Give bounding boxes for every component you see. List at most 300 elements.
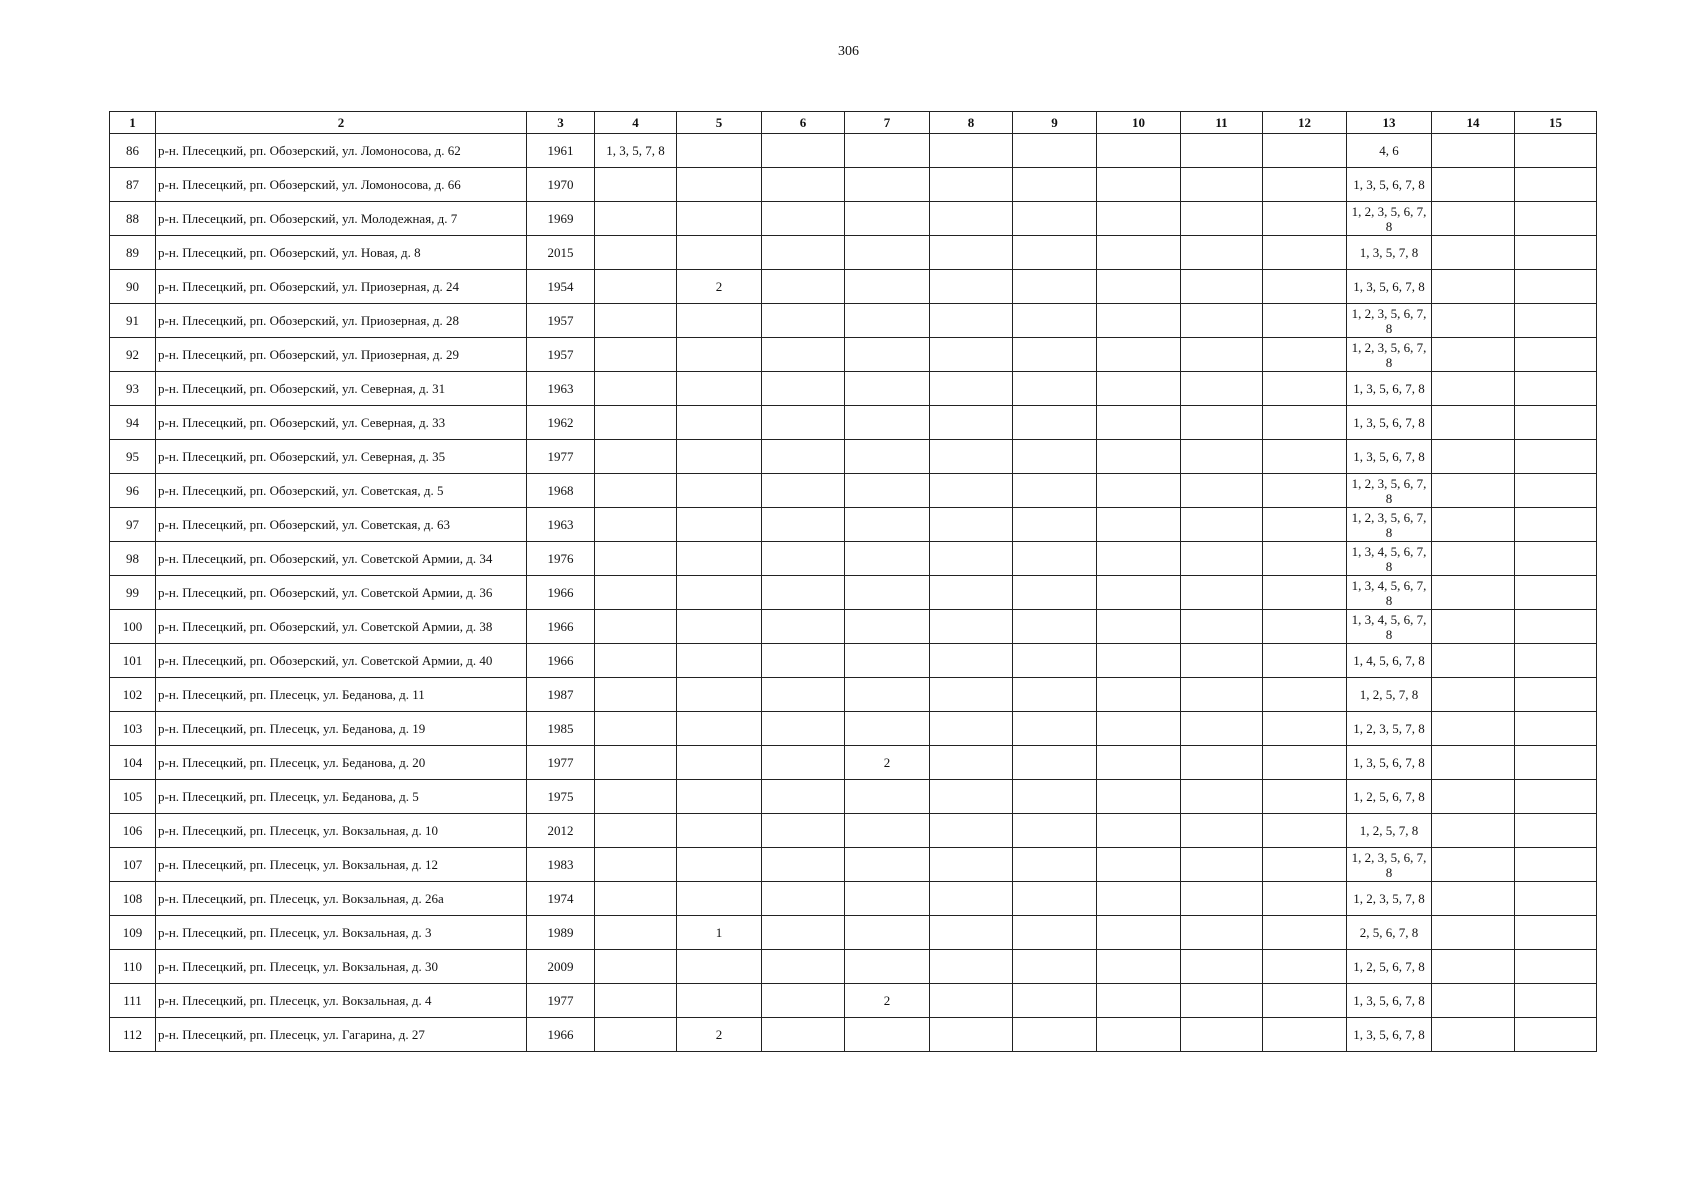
- col-14-cell: [1432, 236, 1515, 270]
- year-cell: 1974: [527, 882, 595, 916]
- col-8-cell: [930, 508, 1013, 542]
- col-7-cell: [845, 508, 930, 542]
- address-cell: р-н. Плесецкий, рп. Обозерский, ул. Советской Армии, д. 38: [156, 610, 527, 644]
- col-12-cell: [1263, 236, 1347, 270]
- column-header-3: 3: [527, 112, 595, 134]
- col-10-cell: [1097, 712, 1181, 746]
- col-14-cell: [1432, 984, 1515, 1018]
- col-12-cell: [1263, 474, 1347, 508]
- col-5-cell: [677, 848, 762, 882]
- column-header-12: 12: [1263, 112, 1347, 134]
- col-7-cell: [845, 916, 930, 950]
- col-5-cell: [677, 984, 762, 1018]
- address-cell: р-н. Плесецкий, рп. Обозерский, ул. Приозерная, д. 24: [156, 270, 527, 304]
- col-13-cell: 1, 3, 5, 6, 7, 8: [1347, 1018, 1432, 1052]
- col-5-cell: [677, 236, 762, 270]
- col-5-cell: [677, 406, 762, 440]
- col-8-cell: [930, 304, 1013, 338]
- col-7-cell: [845, 236, 930, 270]
- col-15-cell: [1515, 270, 1597, 304]
- col-14-cell: [1432, 406, 1515, 440]
- year-cell: 1966: [527, 1018, 595, 1052]
- year-cell: 1975: [527, 780, 595, 814]
- address-cell: р-н. Плесецкий, рп. Обозерский, ул. Северная, д. 33: [156, 406, 527, 440]
- year-cell: 1968: [527, 474, 595, 508]
- col-13-cell: 1, 3, 5, 6, 7, 8: [1347, 984, 1432, 1018]
- col-5-cell: 2: [677, 1018, 762, 1052]
- col-6-cell: [762, 304, 845, 338]
- col-13-cell: 1, 3, 5, 6, 7, 8: [1347, 440, 1432, 474]
- year-cell: 1969: [527, 202, 595, 236]
- col-12-cell: [1263, 168, 1347, 202]
- col-7-cell: [845, 712, 930, 746]
- col-4-cell: [595, 542, 677, 576]
- col-6-cell: [762, 780, 845, 814]
- table-row: [110, 474, 1597, 508]
- col-12-cell: [1263, 712, 1347, 746]
- table-row: [110, 372, 1597, 406]
- year-cell: 1962: [527, 406, 595, 440]
- address-cell: р-н. Плесецкий, рп. Обозерский, ул. Советской Армии, д. 40: [156, 644, 527, 678]
- col-5-cell: [677, 304, 762, 338]
- col-14-cell: [1432, 542, 1515, 576]
- col-10-cell: [1097, 780, 1181, 814]
- address-cell: р-н. Плесецкий, рп. Обозерский, ул. Советской Армии, д. 34: [156, 542, 527, 576]
- col-10-cell: [1097, 916, 1181, 950]
- col-8-cell: [930, 984, 1013, 1018]
- col-14-cell: [1432, 134, 1515, 168]
- col-14-cell: [1432, 848, 1515, 882]
- col-5-cell: [677, 542, 762, 576]
- col-6-cell: [762, 406, 845, 440]
- col-15-cell: [1515, 168, 1597, 202]
- col-10-cell: [1097, 508, 1181, 542]
- col-9-cell: [1013, 814, 1097, 848]
- col-10-cell: [1097, 542, 1181, 576]
- col-13-cell: 1, 2, 3, 5, 7, 8: [1347, 712, 1432, 746]
- data-table: [109, 111, 1597, 1052]
- column-header-7: 7: [845, 112, 930, 134]
- column-header-1: 1: [110, 112, 156, 134]
- row-number-cell: 107: [110, 848, 156, 882]
- col-14-cell: [1432, 1018, 1515, 1052]
- col-12-cell: [1263, 848, 1347, 882]
- col-9-cell: [1013, 712, 1097, 746]
- col-7-cell: [845, 406, 930, 440]
- column-header-8: 8: [930, 112, 1013, 134]
- col-8-cell: [930, 542, 1013, 576]
- year-cell: 1966: [527, 644, 595, 678]
- col-11-cell: [1181, 440, 1263, 474]
- col-6-cell: [762, 372, 845, 406]
- row-number-cell: 110: [110, 950, 156, 984]
- address-cell: р-н. Плесецкий, рп. Плесецк, ул. Вокзальная, д. 4: [156, 984, 527, 1018]
- col-14-cell: [1432, 508, 1515, 542]
- col-5-cell: [677, 508, 762, 542]
- col-4-cell: [595, 712, 677, 746]
- col-4-cell: [595, 678, 677, 712]
- column-header-11: 11: [1181, 112, 1263, 134]
- col-14-cell: [1432, 780, 1515, 814]
- col-7-cell: [845, 202, 930, 236]
- col-10-cell: [1097, 1018, 1181, 1052]
- table-row: [110, 678, 1597, 712]
- col-8-cell: [930, 678, 1013, 712]
- row-number-cell: 97: [110, 508, 156, 542]
- col-6-cell: [762, 712, 845, 746]
- col-10-cell: [1097, 168, 1181, 202]
- col-8-cell: [930, 576, 1013, 610]
- column-header-9: 9: [1013, 112, 1097, 134]
- col-13-cell: 1, 2, 3, 5, 7, 8: [1347, 882, 1432, 916]
- col-8-cell: [930, 168, 1013, 202]
- col-6-cell: [762, 644, 845, 678]
- col-7-cell: [845, 576, 930, 610]
- table-row: [110, 440, 1597, 474]
- col-10-cell: [1097, 474, 1181, 508]
- col-5-cell: [677, 950, 762, 984]
- col-13-cell: 1, 2, 3, 5, 6, 7, 8: [1347, 202, 1432, 236]
- col-5-cell: [677, 474, 762, 508]
- col-12-cell: [1263, 950, 1347, 984]
- col-14-cell: [1432, 440, 1515, 474]
- column-header-5: 5: [677, 112, 762, 134]
- col-8-cell: [930, 270, 1013, 304]
- col-6-cell: [762, 576, 845, 610]
- table-row: [110, 304, 1597, 338]
- year-cell: 2012: [527, 814, 595, 848]
- year-cell: 1977: [527, 746, 595, 780]
- col-14-cell: [1432, 916, 1515, 950]
- year-cell: 2015: [527, 236, 595, 270]
- header-row: [110, 112, 1597, 134]
- col-11-cell: [1181, 338, 1263, 372]
- row-number-cell: 88: [110, 202, 156, 236]
- col-13-cell: 1, 2, 3, 5, 6, 7, 8: [1347, 304, 1432, 338]
- col-14-cell: [1432, 610, 1515, 644]
- col-12-cell: [1263, 780, 1347, 814]
- column-header-15: 15: [1515, 112, 1597, 134]
- col-9-cell: [1013, 882, 1097, 916]
- col-6-cell: [762, 134, 845, 168]
- col-9-cell: [1013, 678, 1097, 712]
- address-cell: р-н. Плесецкий, рп. Обозерский, ул. Советской Армии, д. 36: [156, 576, 527, 610]
- table-row: [110, 338, 1597, 372]
- col-14-cell: [1432, 814, 1515, 848]
- year-cell: 1961: [527, 134, 595, 168]
- col-7-cell: [845, 950, 930, 984]
- col-8-cell: [930, 882, 1013, 916]
- col-9-cell: [1013, 304, 1097, 338]
- col-11-cell: [1181, 576, 1263, 610]
- col-13-cell: 1, 3, 5, 6, 7, 8: [1347, 372, 1432, 406]
- col-11-cell: [1181, 202, 1263, 236]
- col-13-cell: 1, 3, 4, 5, 6, 7, 8: [1347, 610, 1432, 644]
- col-9-cell: [1013, 746, 1097, 780]
- col-6-cell: [762, 202, 845, 236]
- col-5-cell: [677, 814, 762, 848]
- col-15-cell: [1515, 372, 1597, 406]
- col-9-cell: [1013, 134, 1097, 168]
- col-10-cell: [1097, 338, 1181, 372]
- col-14-cell: [1432, 168, 1515, 202]
- row-number-cell: 86: [110, 134, 156, 168]
- address-cell: р-н. Плесецкий, рп. Плесецк, ул. Гагарина, д. 27: [156, 1018, 527, 1052]
- col-5-cell: [677, 610, 762, 644]
- col-10-cell: [1097, 814, 1181, 848]
- col-10-cell: [1097, 202, 1181, 236]
- table-row: [110, 814, 1597, 848]
- col-6-cell: [762, 882, 845, 916]
- table-row: [110, 950, 1597, 984]
- year-cell: 2009: [527, 950, 595, 984]
- table-row: [110, 134, 1597, 168]
- table-row: [110, 168, 1597, 202]
- col-14-cell: [1432, 338, 1515, 372]
- column-header-6: 6: [762, 112, 845, 134]
- address-cell: р-н. Плесецкий, рп. Обозерский, ул. Советская, д. 63: [156, 508, 527, 542]
- address-cell: р-н. Плесецкий, рп. Плесецк, ул. Беданова, д. 19: [156, 712, 527, 746]
- col-7-cell: 2: [845, 984, 930, 1018]
- col-8-cell: [930, 202, 1013, 236]
- address-cell: р-н. Плесецкий, рп. Плесецк, ул. Вокзальная, д. 26а: [156, 882, 527, 916]
- year-cell: 1957: [527, 304, 595, 338]
- col-15-cell: [1515, 1018, 1597, 1052]
- col-13-cell: 1, 4, 5, 6, 7, 8: [1347, 644, 1432, 678]
- col-5-cell: [677, 202, 762, 236]
- col-8-cell: [930, 134, 1013, 168]
- col-15-cell: [1515, 610, 1597, 644]
- row-number-cell: 91: [110, 304, 156, 338]
- table-row: [110, 780, 1597, 814]
- col-12-cell: [1263, 1018, 1347, 1052]
- col-4-cell: [595, 338, 677, 372]
- col-11-cell: [1181, 508, 1263, 542]
- col-7-cell: [845, 780, 930, 814]
- col-4-cell: [595, 474, 677, 508]
- col-9-cell: [1013, 984, 1097, 1018]
- col-13-cell: 1, 2, 3, 5, 6, 7, 8: [1347, 508, 1432, 542]
- col-12-cell: [1263, 270, 1347, 304]
- address-cell: р-н. Плесецкий, рп. Плесецк, ул. Беданова, д. 11: [156, 678, 527, 712]
- col-15-cell: [1515, 134, 1597, 168]
- page-number: 306: [838, 44, 859, 59]
- table-row: [110, 712, 1597, 746]
- table-row: [110, 848, 1597, 882]
- address-cell: р-н. Плесецкий, рп. Обозерский, ул. Ломоносова, д. 62: [156, 134, 527, 168]
- col-15-cell: [1515, 882, 1597, 916]
- col-12-cell: [1263, 372, 1347, 406]
- col-9-cell: [1013, 406, 1097, 440]
- col-14-cell: [1432, 202, 1515, 236]
- address-cell: р-н. Плесецкий, рп. Плесецк, ул. Беданова, д. 20: [156, 746, 527, 780]
- col-4-cell: [595, 848, 677, 882]
- col-7-cell: [845, 542, 930, 576]
- col-12-cell: [1263, 984, 1347, 1018]
- col-8-cell: [930, 236, 1013, 270]
- col-14-cell: [1432, 270, 1515, 304]
- col-5-cell: [677, 644, 762, 678]
- col-6-cell: [762, 848, 845, 882]
- col-12-cell: [1263, 202, 1347, 236]
- address-cell: р-н. Плесецкий, рп. Обозерский, ул. Приозерная, д. 29: [156, 338, 527, 372]
- col-7-cell: [845, 372, 930, 406]
- address-cell: р-н. Плесецкий, рп. Обозерский, ул. Северная, д. 31: [156, 372, 527, 406]
- table-row: [110, 644, 1597, 678]
- col-10-cell: [1097, 678, 1181, 712]
- col-15-cell: [1515, 406, 1597, 440]
- col-12-cell: [1263, 542, 1347, 576]
- col-11-cell: [1181, 644, 1263, 678]
- row-number-cell: 103: [110, 712, 156, 746]
- column-header-14: 14: [1432, 112, 1515, 134]
- col-9-cell: [1013, 474, 1097, 508]
- col-9-cell: [1013, 338, 1097, 372]
- col-10-cell: [1097, 372, 1181, 406]
- col-11-cell: [1181, 406, 1263, 440]
- col-11-cell: [1181, 984, 1263, 1018]
- col-12-cell: [1263, 678, 1347, 712]
- table-row: [110, 236, 1597, 270]
- col-11-cell: [1181, 134, 1263, 168]
- col-8-cell: [930, 644, 1013, 678]
- table-row: [110, 746, 1597, 780]
- col-10-cell: [1097, 576, 1181, 610]
- col-6-cell: [762, 916, 845, 950]
- col-13-cell: 1, 2, 5, 7, 8: [1347, 678, 1432, 712]
- col-7-cell: 2: [845, 746, 930, 780]
- col-4-cell: [595, 780, 677, 814]
- row-number-cell: 98: [110, 542, 156, 576]
- row-number-cell: 111: [110, 984, 156, 1018]
- col-8-cell: [930, 1018, 1013, 1052]
- col-5-cell: [677, 134, 762, 168]
- col-8-cell: [930, 814, 1013, 848]
- col-15-cell: [1515, 678, 1597, 712]
- col-15-cell: [1515, 950, 1597, 984]
- col-5-cell: [677, 576, 762, 610]
- col-15-cell: [1515, 984, 1597, 1018]
- col-7-cell: [845, 304, 930, 338]
- col-6-cell: [762, 338, 845, 372]
- col-6-cell: [762, 610, 845, 644]
- col-4-cell: [595, 304, 677, 338]
- col-4-cell: [595, 508, 677, 542]
- col-15-cell: [1515, 780, 1597, 814]
- col-7-cell: [845, 440, 930, 474]
- col-13-cell: 1, 2, 3, 5, 6, 7, 8: [1347, 848, 1432, 882]
- col-5-cell: 1: [677, 916, 762, 950]
- col-14-cell: [1432, 746, 1515, 780]
- col-7-cell: [845, 474, 930, 508]
- row-number-cell: 87: [110, 168, 156, 202]
- col-7-cell: [845, 168, 930, 202]
- col-8-cell: [930, 372, 1013, 406]
- col-9-cell: [1013, 848, 1097, 882]
- col-13-cell: 1, 2, 3, 5, 6, 7, 8: [1347, 474, 1432, 508]
- address-cell: р-н. Плесецкий, рп. Плесецк, ул. Вокзальная, д. 12: [156, 848, 527, 882]
- col-15-cell: [1515, 576, 1597, 610]
- col-12-cell: [1263, 746, 1347, 780]
- col-7-cell: [845, 814, 930, 848]
- col-15-cell: [1515, 236, 1597, 270]
- col-13-cell: 1, 3, 5, 6, 7, 8: [1347, 168, 1432, 202]
- col-4-cell: [595, 440, 677, 474]
- col-12-cell: [1263, 304, 1347, 338]
- col-10-cell: [1097, 270, 1181, 304]
- col-5-cell: [677, 712, 762, 746]
- col-11-cell: [1181, 916, 1263, 950]
- address-cell: р-н. Плесецкий, рп. Плесецк, ул. Вокзальная, д. 10: [156, 814, 527, 848]
- col-11-cell: [1181, 236, 1263, 270]
- row-number-cell: 105: [110, 780, 156, 814]
- col-11-cell: [1181, 950, 1263, 984]
- col-6-cell: [762, 984, 845, 1018]
- col-10-cell: [1097, 610, 1181, 644]
- col-13-cell: 1, 2, 5, 7, 8: [1347, 814, 1432, 848]
- col-14-cell: [1432, 882, 1515, 916]
- col-15-cell: [1515, 508, 1597, 542]
- col-9-cell: [1013, 644, 1097, 678]
- column-header-10: 10: [1097, 112, 1181, 134]
- col-13-cell: 1, 3, 4, 5, 6, 7, 8: [1347, 542, 1432, 576]
- col-4-cell: [595, 270, 677, 304]
- table-row: [110, 1018, 1597, 1052]
- col-12-cell: [1263, 338, 1347, 372]
- col-9-cell: [1013, 202, 1097, 236]
- col-14-cell: [1432, 678, 1515, 712]
- col-12-cell: [1263, 134, 1347, 168]
- row-number-cell: 112: [110, 1018, 156, 1052]
- col-13-cell: 4, 6: [1347, 134, 1432, 168]
- col-6-cell: [762, 270, 845, 304]
- col-13-cell: 1, 3, 5, 6, 7, 8: [1347, 746, 1432, 780]
- col-7-cell: [845, 678, 930, 712]
- col-12-cell: [1263, 814, 1347, 848]
- col-15-cell: [1515, 814, 1597, 848]
- col-7-cell: [845, 848, 930, 882]
- year-cell: 1985: [527, 712, 595, 746]
- col-6-cell: [762, 508, 845, 542]
- col-10-cell: [1097, 134, 1181, 168]
- col-9-cell: [1013, 508, 1097, 542]
- col-9-cell: [1013, 440, 1097, 474]
- column-header-4: 4: [595, 112, 677, 134]
- col-15-cell: [1515, 712, 1597, 746]
- col-4-cell: [595, 814, 677, 848]
- col-11-cell: [1181, 678, 1263, 712]
- col-4-cell: [595, 576, 677, 610]
- col-11-cell: [1181, 474, 1263, 508]
- row-number-cell: 90: [110, 270, 156, 304]
- year-cell: 1983: [527, 848, 595, 882]
- row-number-cell: 94: [110, 406, 156, 440]
- col-6-cell: [762, 1018, 845, 1052]
- col-14-cell: [1432, 712, 1515, 746]
- col-5-cell: 2: [677, 270, 762, 304]
- col-14-cell: [1432, 644, 1515, 678]
- col-11-cell: [1181, 712, 1263, 746]
- col-11-cell: [1181, 168, 1263, 202]
- row-number-cell: 101: [110, 644, 156, 678]
- row-number-cell: 109: [110, 916, 156, 950]
- row-number-cell: 96: [110, 474, 156, 508]
- table-row: [110, 576, 1597, 610]
- year-cell: 1954: [527, 270, 595, 304]
- row-number-cell: 89: [110, 236, 156, 270]
- col-8-cell: [930, 848, 1013, 882]
- col-15-cell: [1515, 440, 1597, 474]
